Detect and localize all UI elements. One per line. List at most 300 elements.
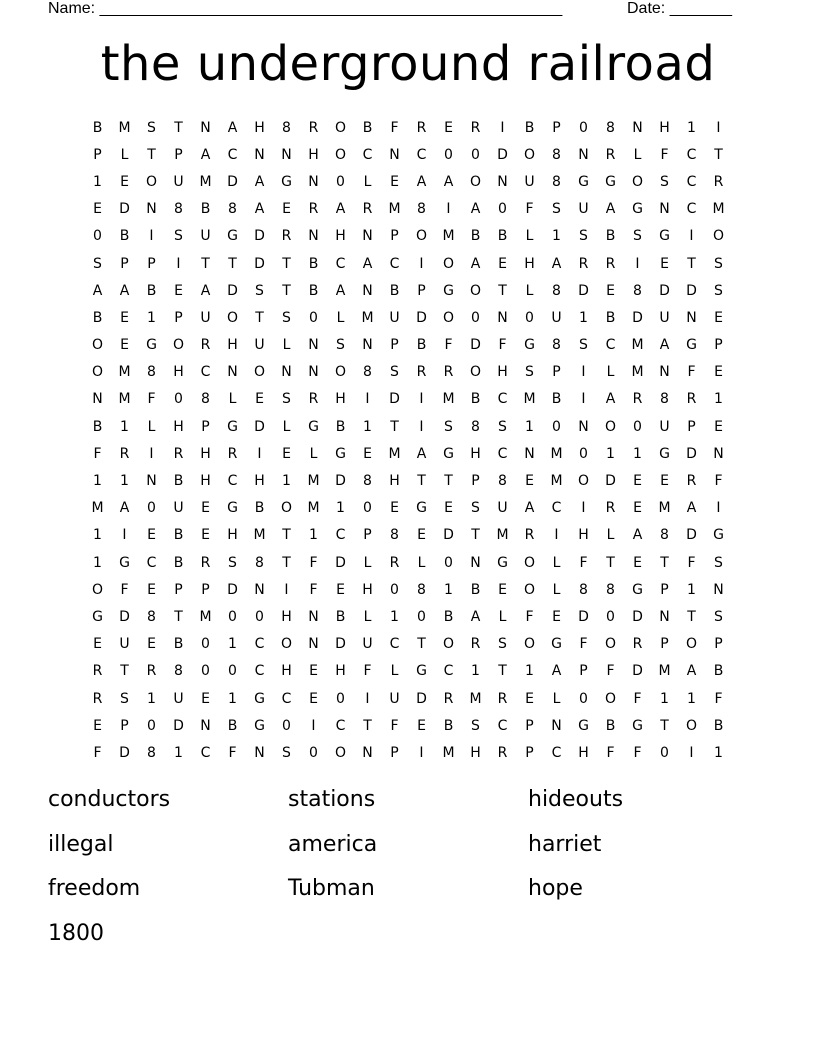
grid-letter[interactable]: E <box>390 500 399 517</box>
grid-letter[interactable]: U <box>173 690 184 707</box>
grid-letter[interactable]: A <box>686 500 697 517</box>
grid-letter[interactable]: E <box>309 690 318 707</box>
grid-letter[interactable]: M <box>523 391 536 408</box>
grid-letter[interactable]: E <box>201 690 210 707</box>
grid-letter[interactable]: 0 <box>417 608 426 625</box>
grid-letter[interactable]: O <box>469 364 482 381</box>
grid-letter[interactable]: H <box>173 364 184 381</box>
grid-letter[interactable]: I <box>176 255 181 272</box>
grid-letter[interactable]: B <box>605 228 616 245</box>
grid-letter[interactable]: H <box>335 391 346 408</box>
grid-letter[interactable]: R <box>308 201 319 218</box>
grid-letter[interactable]: B <box>335 418 346 435</box>
grid-letter[interactable]: B <box>308 255 319 272</box>
grid-letter[interactable]: S <box>498 636 507 653</box>
grid-letter[interactable]: C <box>227 473 238 490</box>
grid-letter[interactable]: B <box>173 636 184 653</box>
grid-letter[interactable]: R <box>146 663 157 680</box>
grid-letter[interactable]: B <box>92 309 103 326</box>
grid-letter[interactable]: F <box>390 119 399 136</box>
grid-letter[interactable]: B <box>470 391 481 408</box>
grid-letter[interactable]: S <box>147 119 156 136</box>
grid-letter[interactable]: R <box>362 201 373 218</box>
grid-letter[interactable]: E <box>444 500 453 517</box>
grid-letter[interactable]: I <box>689 744 694 761</box>
grid-letter[interactable]: O <box>685 636 698 653</box>
grid-letter[interactable]: C <box>551 744 562 761</box>
grid-letter[interactable]: E <box>120 173 129 190</box>
grid-letter[interactable]: N <box>308 173 319 190</box>
grid-letter[interactable]: M <box>658 663 671 680</box>
grid-letter[interactable]: N <box>659 364 670 381</box>
grid-letter[interactable]: D <box>686 527 697 544</box>
grid-letter[interactable]: B <box>362 119 373 136</box>
grid-letter[interactable]: N <box>470 554 481 571</box>
grid-letter[interactable]: C <box>146 554 157 571</box>
grid-letter[interactable]: P <box>390 744 399 761</box>
grid-letter[interactable]: N <box>254 146 265 163</box>
grid-letter[interactable]: 0 <box>309 744 318 761</box>
grid-letter[interactable]: H <box>389 473 400 490</box>
grid-letter[interactable]: 0 <box>255 608 264 625</box>
grid-letter[interactable]: F <box>687 364 696 381</box>
grid-letter[interactable]: S <box>714 554 723 571</box>
grid-letter[interactable]: 0 <box>228 608 237 625</box>
grid-letter[interactable]: I <box>365 690 370 707</box>
grid-letter[interactable]: P <box>552 364 561 381</box>
grid-letter[interactable]: 1 <box>714 391 723 408</box>
grid-letter[interactable]: R <box>686 473 697 490</box>
grid-letter[interactable]: F <box>606 663 615 680</box>
grid-letter[interactable]: 0 <box>579 445 588 462</box>
grid-letter[interactable]: O <box>577 473 590 490</box>
grid-letter[interactable]: N <box>578 146 589 163</box>
grid-letter[interactable]: D <box>227 282 238 299</box>
grid-letter[interactable]: 8 <box>228 201 237 218</box>
grid-letter[interactable]: G <box>254 690 265 707</box>
grid-letter[interactable]: C <box>497 445 508 462</box>
grid-letter[interactable]: P <box>390 228 399 245</box>
grid-letter[interactable]: M <box>442 744 455 761</box>
grid-letter[interactable]: L <box>282 337 291 354</box>
grid-letter[interactable]: U <box>524 173 535 190</box>
grid-letter[interactable]: M <box>118 364 131 381</box>
grid-letter[interactable]: E <box>525 473 534 490</box>
grid-letter[interactable]: 1 <box>228 690 237 707</box>
grid-letter[interactable]: P <box>174 309 183 326</box>
grid-letter[interactable]: T <box>174 119 183 136</box>
grid-letter[interactable]: B <box>443 717 454 734</box>
grid-letter[interactable]: P <box>525 717 534 734</box>
grid-letter[interactable]: 0 <box>471 146 480 163</box>
grid-letter[interactable]: E <box>147 636 156 653</box>
grid-letter[interactable]: P <box>579 663 588 680</box>
grid-letter[interactable]: E <box>606 282 615 299</box>
grid-letter[interactable]: D <box>497 146 508 163</box>
grid-letter[interactable]: T <box>660 717 669 734</box>
grid-letter[interactable]: O <box>172 337 185 354</box>
grid-letter[interactable]: T <box>471 527 480 544</box>
grid-letter[interactable]: E <box>714 418 723 435</box>
grid-letter[interactable]: O <box>415 228 428 245</box>
grid-letter[interactable]: E <box>525 690 534 707</box>
grid-letter[interactable]: 8 <box>471 418 480 435</box>
grid-letter[interactable]: S <box>579 228 588 245</box>
grid-letter[interactable]: N <box>281 146 292 163</box>
grid-letter[interactable]: C <box>200 744 211 761</box>
grid-letter[interactable]: B <box>308 282 319 299</box>
grid-letter[interactable]: A <box>551 663 562 680</box>
grid-letter[interactable]: T <box>417 473 426 490</box>
grid-letter[interactable]: C <box>389 255 400 272</box>
grid-letter[interactable]: A <box>632 527 643 544</box>
grid-letter[interactable]: F <box>390 717 399 734</box>
grid-letter[interactable]: C <box>686 146 697 163</box>
grid-letter[interactable]: U <box>659 418 670 435</box>
grid-letter[interactable]: A <box>470 255 481 272</box>
grid-letter[interactable]: C <box>686 201 697 218</box>
grid-letter[interactable]: G <box>416 663 427 680</box>
grid-letter[interactable]: S <box>282 391 291 408</box>
grid-letter[interactable]: 1 <box>228 636 237 653</box>
grid-letter[interactable]: 0 <box>336 690 345 707</box>
grid-letter[interactable]: S <box>282 309 291 326</box>
grid-letter[interactable]: 8 <box>552 282 561 299</box>
grid-letter[interactable]: 1 <box>525 418 534 435</box>
grid-letter[interactable]: L <box>552 581 561 598</box>
grid-letter[interactable]: O <box>469 173 482 190</box>
grid-letter[interactable]: B <box>119 228 130 245</box>
grid-letter[interactable]: O <box>91 581 104 598</box>
grid-letter[interactable]: G <box>443 445 454 462</box>
grid-letter[interactable]: S <box>714 282 723 299</box>
grid-letter[interactable]: 1 <box>579 309 588 326</box>
grid-letter[interactable]: O <box>469 282 482 299</box>
grid-letter[interactable]: U <box>578 201 589 218</box>
grid-letter[interactable]: F <box>525 608 534 625</box>
grid-letter[interactable]: I <box>419 744 424 761</box>
grid-letter[interactable]: E <box>93 717 102 734</box>
grid-letter[interactable]: N <box>686 309 697 326</box>
grid-letter[interactable]: O <box>334 744 347 761</box>
grid-letter[interactable]: P <box>390 337 399 354</box>
grid-letter[interactable]: R <box>308 391 319 408</box>
grid-letter[interactable]: O <box>280 500 293 517</box>
grid-letter[interactable]: M <box>658 500 671 517</box>
grid-letter[interactable]: D <box>335 554 346 571</box>
grid-letter[interactable]: D <box>632 608 643 625</box>
grid-letter[interactable]: 0 <box>498 201 507 218</box>
grid-letter[interactable]: O <box>685 717 698 734</box>
grid-letter[interactable]: F <box>147 391 156 408</box>
grid-letter[interactable]: 8 <box>660 527 669 544</box>
grid-letter[interactable]: G <box>497 554 508 571</box>
grid-letter[interactable]: R <box>443 690 454 707</box>
grid-letter[interactable]: N <box>308 228 319 245</box>
grid-letter[interactable]: P <box>714 636 723 653</box>
grid-letter[interactable]: L <box>633 146 642 163</box>
grid-letter[interactable]: U <box>119 636 130 653</box>
grid-letter[interactable]: P <box>660 636 669 653</box>
grid-letter[interactable]: G <box>335 445 346 462</box>
grid-letter[interactable]: D <box>416 309 427 326</box>
grid-letter[interactable]: 0 <box>336 173 345 190</box>
grid-letter[interactable]: N <box>308 337 319 354</box>
grid-letter[interactable]: T <box>282 282 291 299</box>
grid-letter[interactable]: F <box>363 663 372 680</box>
grid-letter[interactable]: F <box>714 690 723 707</box>
grid-letter[interactable]: S <box>120 690 129 707</box>
grid-letter[interactable]: B <box>470 228 481 245</box>
grid-letter[interactable]: 1 <box>147 309 156 326</box>
grid-letter[interactable]: O <box>253 364 266 381</box>
grid-letter[interactable]: I <box>419 418 424 435</box>
grid-letter[interactable]: O <box>442 636 455 653</box>
grid-letter[interactable]: A <box>416 445 427 462</box>
grid-letter[interactable]: 1 <box>174 744 183 761</box>
grid-letter[interactable]: S <box>390 364 399 381</box>
grid-letter[interactable]: R <box>605 146 616 163</box>
grid-letter[interactable]: T <box>417 636 426 653</box>
grid-letter[interactable]: L <box>606 527 615 544</box>
grid-letter[interactable]: P <box>147 255 156 272</box>
grid-letter[interactable]: P <box>174 581 183 598</box>
grid-letter[interactable]: 1 <box>471 663 480 680</box>
grid-letter[interactable]: B <box>605 309 616 326</box>
grid-letter[interactable]: L <box>525 228 534 245</box>
grid-letter[interactable]: C <box>497 717 508 734</box>
name-field[interactable]: Name: ____________________________________________________ <box>48 0 563 17</box>
grid-letter[interactable]: 8 <box>606 119 615 136</box>
grid-letter[interactable]: A <box>524 500 535 517</box>
grid-letter[interactable]: E <box>93 201 102 218</box>
grid-letter[interactable]: C <box>200 364 211 381</box>
grid-letter[interactable]: R <box>470 636 481 653</box>
grid-letter[interactable]: 0 <box>471 309 480 326</box>
grid-letter[interactable]: 8 <box>147 364 156 381</box>
grid-letter[interactable]: H <box>200 445 211 462</box>
grid-letter[interactable]: N <box>713 445 724 462</box>
grid-letter[interactable]: B <box>254 500 265 517</box>
grid-letter[interactable]: G <box>146 337 157 354</box>
grid-letter[interactable]: D <box>335 473 346 490</box>
grid-letter[interactable]: S <box>282 744 291 761</box>
grid-letter[interactable]: S <box>471 500 480 517</box>
grid-letter[interactable]: H <box>227 337 238 354</box>
grid-letter[interactable]: S <box>93 255 102 272</box>
grid-letter[interactable]: 1 <box>660 690 669 707</box>
grid-letter[interactable]: 8 <box>363 364 372 381</box>
grid-letter[interactable]: O <box>523 146 536 163</box>
grid-letter[interactable]: 0 <box>93 228 102 245</box>
grid-letter[interactable]: 1 <box>687 119 696 136</box>
grid-letter[interactable]: C <box>497 391 508 408</box>
grid-letter[interactable]: S <box>660 173 669 190</box>
grid-letter[interactable]: O <box>334 364 347 381</box>
grid-letter[interactable]: E <box>309 663 318 680</box>
grid-letter[interactable]: E <box>417 527 426 544</box>
grid-letter[interactable]: N <box>146 201 157 218</box>
grid-letter[interactable]: D <box>470 337 481 354</box>
grid-letter[interactable]: E <box>174 282 183 299</box>
grid-letter[interactable]: F <box>579 636 588 653</box>
grid-letter[interactable]: 8 <box>579 581 588 598</box>
grid-letter[interactable]: H <box>281 663 292 680</box>
grid-letter[interactable]: U <box>254 337 265 354</box>
grid-letter[interactable]: N <box>308 364 319 381</box>
grid-letter[interactable]: T <box>282 527 291 544</box>
grid-letter[interactable]: 0 <box>309 309 318 326</box>
grid-letter[interactable]: F <box>606 744 615 761</box>
grid-letter[interactable]: I <box>311 717 316 734</box>
grid-letter[interactable]: B <box>227 717 238 734</box>
grid-letter[interactable]: N <box>632 119 643 136</box>
grid-letter[interactable]: E <box>417 717 426 734</box>
grid-letter[interactable]: H <box>281 608 292 625</box>
grid-letter[interactable]: B <box>416 337 427 354</box>
grid-letter[interactable]: R <box>173 445 184 462</box>
grid-letter[interactable]: G <box>605 173 616 190</box>
grid-letter[interactable]: M <box>307 500 320 517</box>
grid-letter[interactable]: S <box>228 554 237 571</box>
grid-letter[interactable]: H <box>254 473 265 490</box>
grid-letter[interactable]: B <box>551 391 562 408</box>
grid-letter[interactable]: T <box>660 554 669 571</box>
grid-letter[interactable]: H <box>200 473 211 490</box>
grid-letter[interactable]: I <box>635 255 640 272</box>
grid-letter[interactable]: D <box>227 581 238 598</box>
grid-letter[interactable]: E <box>201 527 210 544</box>
grid-letter[interactable]: 1 <box>93 173 102 190</box>
grid-letter[interactable]: T <box>498 282 507 299</box>
grid-letter[interactable]: H <box>254 119 265 136</box>
grid-letter[interactable]: E <box>282 445 291 462</box>
grid-letter[interactable]: T <box>282 554 291 571</box>
grid-letter[interactable]: L <box>363 608 372 625</box>
grid-letter[interactable]: D <box>605 473 616 490</box>
grid-letter[interactable]: I <box>257 445 262 462</box>
grid-letter[interactable]: E <box>714 309 723 326</box>
grid-letter[interactable]: F <box>228 744 237 761</box>
grid-letter[interactable]: L <box>363 173 372 190</box>
grid-letter[interactable]: D <box>119 201 130 218</box>
grid-letter[interactable]: R <box>632 636 643 653</box>
grid-letter[interactable]: L <box>282 418 291 435</box>
grid-letter[interactable]: 8 <box>498 473 507 490</box>
grid-letter[interactable]: R <box>281 228 292 245</box>
grid-letter[interactable]: S <box>633 228 642 245</box>
grid-letter[interactable]: G <box>578 173 589 190</box>
grid-letter[interactable]: E <box>444 119 453 136</box>
grid-letter[interactable]: A <box>362 255 373 272</box>
grid-letter[interactable]: 0 <box>444 146 453 163</box>
grid-letter[interactable]: R <box>308 119 319 136</box>
grid-letter[interactable]: 1 <box>552 228 561 245</box>
grid-letter[interactable]: T <box>606 554 615 571</box>
grid-letter[interactable]: A <box>686 663 697 680</box>
grid-letter[interactable]: E <box>147 527 156 544</box>
grid-letter[interactable]: A <box>416 173 427 190</box>
grid-letter[interactable]: 8 <box>147 744 156 761</box>
grid-letter[interactable]: R <box>389 554 400 571</box>
grid-letter[interactable]: O <box>604 636 617 653</box>
grid-letter[interactable]: R <box>524 527 535 544</box>
grid-letter[interactable]: N <box>578 418 589 435</box>
grid-letter[interactable]: 1 <box>93 473 102 490</box>
grid-letter[interactable]: P <box>525 744 534 761</box>
grid-letter[interactable]: G <box>659 228 670 245</box>
grid-letter[interactable]: E <box>498 581 507 598</box>
grid-letter[interactable]: H <box>524 255 535 272</box>
grid-letter[interactable]: 1 <box>633 445 642 462</box>
grid-letter[interactable]: E <box>282 201 291 218</box>
grid-letter[interactable]: 1 <box>606 445 615 462</box>
grid-letter[interactable]: R <box>686 391 697 408</box>
grid-letter[interactable]: M <box>361 309 374 326</box>
grid-letter[interactable]: O <box>334 119 347 136</box>
grid-letter[interactable]: E <box>552 608 561 625</box>
grid-letter[interactable]: E <box>120 337 129 354</box>
grid-letter[interactable]: H <box>470 445 481 462</box>
grid-letter[interactable]: G <box>524 337 535 354</box>
grid-letter[interactable]: L <box>417 554 426 571</box>
grid-letter[interactable]: R <box>92 690 103 707</box>
grid-letter[interactable]: N <box>92 391 103 408</box>
grid-letter[interactable]: L <box>525 282 534 299</box>
grid-letter[interactable]: A <box>470 608 481 625</box>
grid-letter[interactable]: 1 <box>687 581 696 598</box>
grid-letter[interactable]: D <box>632 309 643 326</box>
grid-letter[interactable]: G <box>659 445 670 462</box>
grid-letter[interactable]: R <box>497 690 508 707</box>
grid-letter[interactable]: P <box>552 119 561 136</box>
grid-letter[interactable]: T <box>390 418 399 435</box>
grid-letter[interactable]: C <box>227 146 238 163</box>
grid-letter[interactable]: P <box>93 146 102 163</box>
grid-letter[interactable]: A <box>254 201 265 218</box>
grid-letter[interactable]: E <box>120 309 129 326</box>
grid-letter[interactable]: G <box>443 282 454 299</box>
grid-letter[interactable]: 1 <box>714 744 723 761</box>
grid-letter[interactable]: M <box>388 445 401 462</box>
grid-letter[interactable]: I <box>554 527 559 544</box>
grid-letter[interactable]: R <box>578 255 589 272</box>
grid-letter[interactable]: A <box>200 282 211 299</box>
grid-letter[interactable]: O <box>226 309 239 326</box>
grid-letter[interactable]: R <box>632 391 643 408</box>
grid-letter[interactable]: D <box>578 282 589 299</box>
grid-letter[interactable]: 1 <box>363 418 372 435</box>
grid-letter[interactable]: G <box>551 636 562 653</box>
grid-letter[interactable]: C <box>686 173 697 190</box>
grid-letter[interactable]: M <box>307 473 320 490</box>
grid-letter[interactable]: H <box>335 228 346 245</box>
grid-letter[interactable]: N <box>308 608 319 625</box>
grid-letter[interactable]: H <box>497 364 508 381</box>
grid-letter[interactable]: 8 <box>552 337 561 354</box>
grid-letter[interactable]: N <box>308 636 319 653</box>
grid-letter[interactable]: M <box>388 201 401 218</box>
grid-letter[interactable]: O <box>91 337 104 354</box>
grid-letter[interactable]: D <box>686 282 697 299</box>
grid-letter[interactable]: O <box>280 636 293 653</box>
grid-letter[interactable]: O <box>523 636 536 653</box>
grid-letter[interactable]: 8 <box>417 581 426 598</box>
grid-letter[interactable]: C <box>416 146 427 163</box>
grid-letter[interactable]: 0 <box>444 554 453 571</box>
grid-letter[interactable]: R <box>200 554 211 571</box>
grid-letter[interactable]: I <box>581 500 586 517</box>
